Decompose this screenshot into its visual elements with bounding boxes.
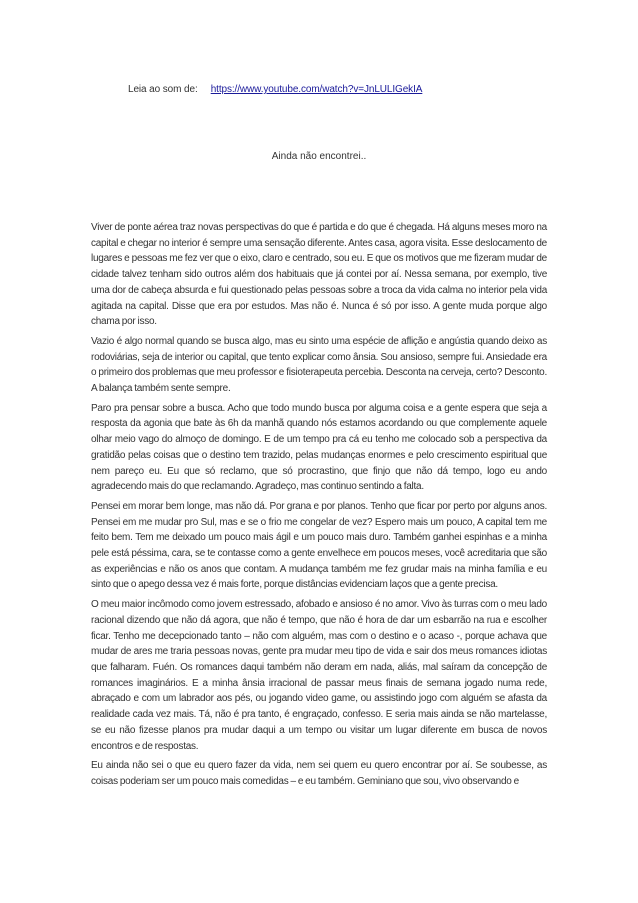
paragraph: O meu maior incômodo como jovem estressado, afobado e ansioso é no amor. Vivo às turras com o meu lado racional dizendo que não dá agora, que não é tempo, que não é hora de dar um esbarrão na rua e escolher ficar. Tenho me decepcionado tanto – não com alguém, mas com o destino e o acaso -, porque achava que mudar de ares me traria pessoas novas, gente pra mudar meu tipo de vida e sair dos meus romances idiotas que falharam. Fuén. Os romances daqui também não deram em nada, aliás, mal saíram da concepção de romances imaginários. E a minha ânsia irracional de passar meus finais de semana jogado numa rede, abraçado e com um labrador aos pés, ou jogando video game, ou assistindo jogo com alguém se afasta da realidade cada vez mais. Tá, não é pra tanto, é engraçado, confesso. E seria mais ainda se não martelasse, se eu não fizesse planos pra mudar daqui a um tempo ou visitar um lugar diferente em busca de novos encontros e de respostas. <box>91 599 547 752</box>
paragraph: Viver de ponte aérea traz novas perspectivas do que é partida e do que é chegada. Há alguns meses moro na capital e chegar no interior é sempre uma sensação diferente. Antes casa, agora visita. Esse deslocamento de lugares e pessoas me fez ver que o eixo, claro e centrado, sou eu. E que os motivos que me fizeram mudar de cidade talvez tenham sido outros além dos habituais que já contei por aí. Nessa semana, por exemplo, tive uma dor de cabeça absurda e fui questionado pelas pessoas sobre a troca da vida calma no interior pela vida agitada na capital. Disse que era por estudos. Mas não é. Nunca é só por isso. A gente muda porque algo chama por isso. <box>91 222 547 328</box>
listen-label: Leia ao som de: <box>128 84 198 95</box>
subtitle: Ainda não encontrei.. <box>271 151 367 162</box>
paragraph: Vazio é algo normal quando se busca algo, mas eu sinto uma espécie de aflição e angústia quando deixo as rodoviárias, seja de interior ou capital, que tento explicar como ânsia. Sou ansioso, sempre fui. Ansiedade era o primeiro dos problemas que meu professor e fisioterapeuta percebia. Desconta na cerveja, certo? Desconto. A balança também sente sempre. <box>91 335 547 395</box>
paragraph: Paro pra pensar sobre a busca. Acho que todo mundo busca por alguma coisa e a gente espera que seja a resposta da agonia que bate às 6h da manhã quando nós estamos acordando ou que complemente aquele olhar meio vago do almoço de domingo. E de um tempo pra cá eu tenho me colocado sob a perspectiva da gratidão pelas coisas que o destino tem trazido, pelas mudanças enormes e pelo crescimento espiritual que nem pareço eu. Eu que só reclamo, que só procrastino, que finjo que não dá tempo, logo eu ando agradecendo mais do que reclamando. Agradeço, mas continuo sentindo a falta. <box>91 402 547 493</box>
youtube-link[interactable]: https://www.youtube.com/watch?v=JnLULIGekIA <box>210 84 423 95</box>
body-text <box>91 220 547 794</box>
paragraph: Eu ainda não sei o que eu quero fazer da vida, nem sei quem eu quero encontrar por aí. Se soubesse, as coisas poderiam ser um pouco mais comedidas – e eu também. Geminiano que sou, vivo observando e <box>91 760 547 787</box>
paragraph: Pensei em morar bem longe, mas não dá. Por grana e por planos. Tenho que ficar por perto por alguns anos. Pensei em me mudar pro Sul, mas e se o frio me congelar de vez? Espero mais um pouco, A capital tem me feito bem. Tem me deixado um pouco mais ágil e um pouco mais duro. Também ganhei espinhas e a minha pele está péssima, cara, se te contasse como a gente envelhece em poucos meses, você acreditaria que são as experiências e não os anos que contam. A mudança também me fez grudar mais na minha família e eu sinto que o apego dessa vez é mais forte, porque distâncias evidenciam laços que a gente precisa. <box>91 500 547 591</box>
listen-line <box>128 84 422 95</box>
